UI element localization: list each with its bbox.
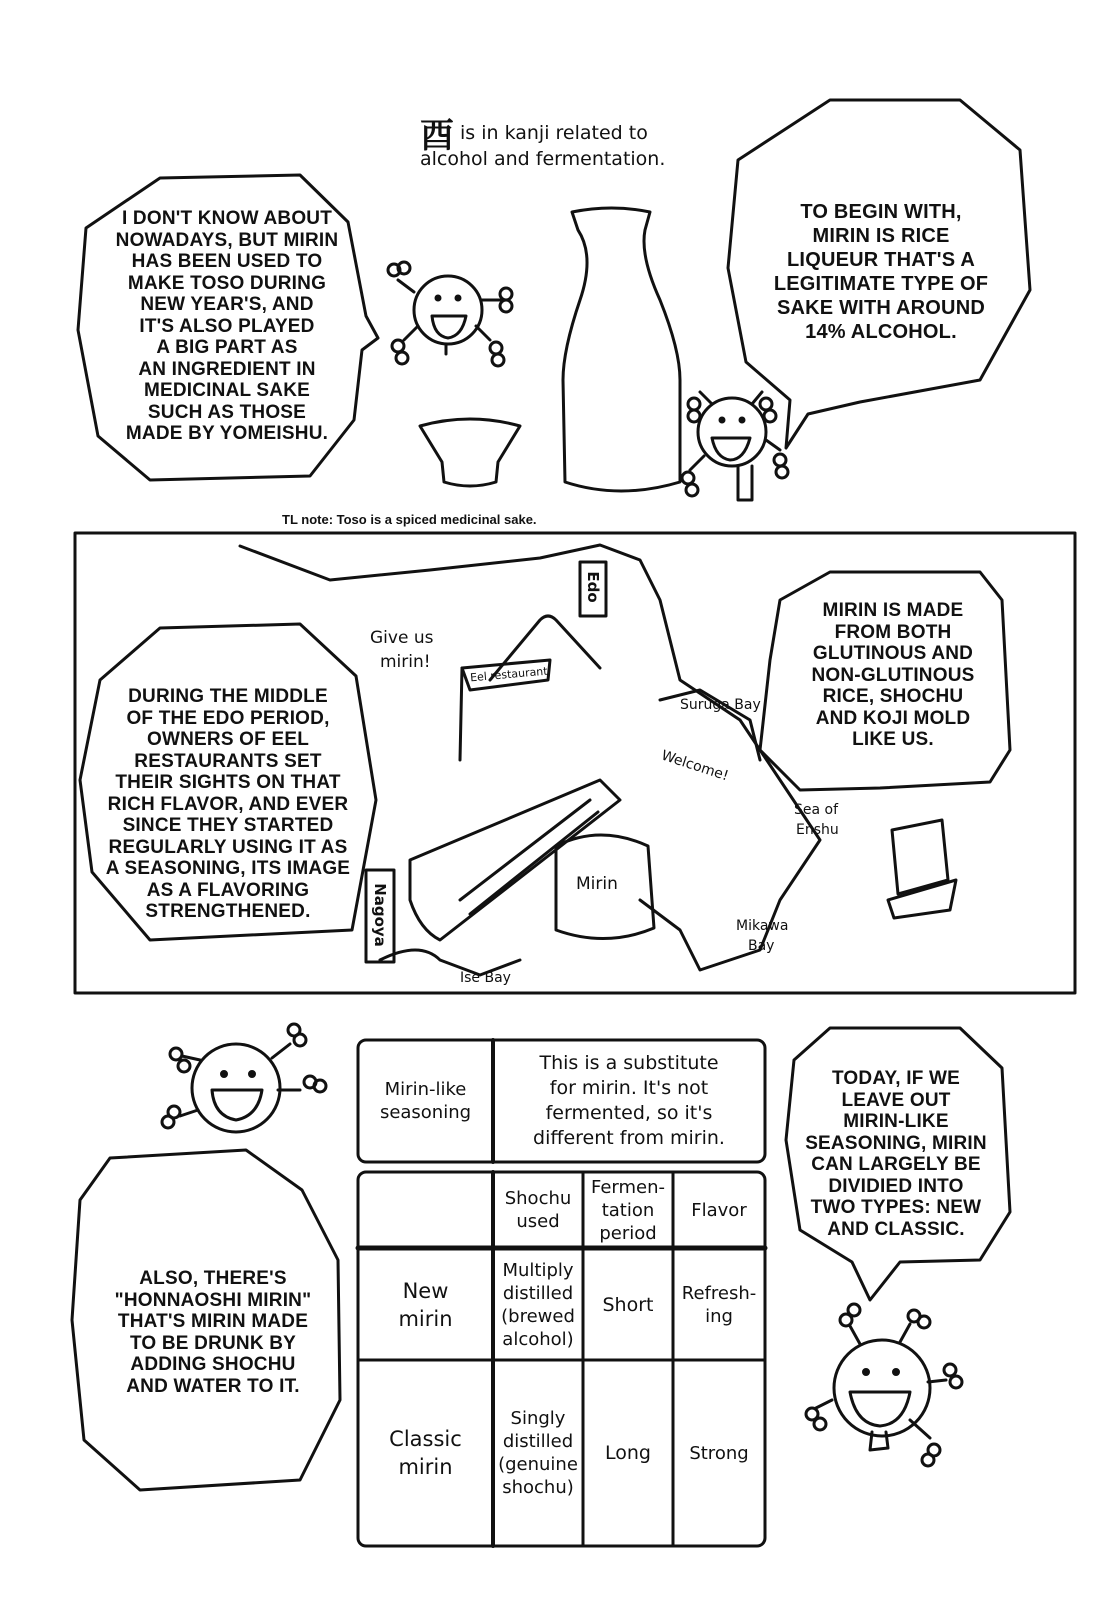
bubble-line: A BIG PART AS	[156, 337, 298, 358]
bubble-line: RICH FLAVOR, AND EVER	[107, 793, 349, 815]
bubble-line: GLUTINOUS AND	[812, 643, 974, 664]
bubble-line: TWO TYPES: NEW	[810, 1197, 982, 1218]
kanji-glyph: 酉	[420, 116, 454, 156]
cell-line: Shochu	[504, 1188, 572, 1209]
cell-line: different from mirin.	[533, 1127, 725, 1149]
bubble-line: MIRIN-LIKE	[843, 1111, 949, 1132]
bubble-line: THAT'S MIRIN MADE	[117, 1311, 309, 1332]
bubble-line: AN INGREDIENT IN	[138, 358, 316, 380]
bubble-line: RESTAURANTS SET	[134, 750, 322, 772]
bubble-text-edo	[96, 686, 360, 923]
bubble-line: TODAY, IF WE	[831, 1068, 961, 1089]
cell-line: mirin	[398, 1307, 453, 1331]
cell-line: alcohol)	[502, 1329, 574, 1350]
map-text-welcome: Welcome!	[659, 747, 731, 785]
map-label-edo: Edo	[584, 571, 602, 603]
map-text-give-us: Give us	[370, 628, 434, 648]
cell-line: Mirin-like	[384, 1079, 467, 1100]
seasoning-table-label	[360, 1042, 491, 1160]
cell-line: fermented, so it's	[545, 1102, 713, 1124]
cell-line: This is a substitute	[539, 1052, 719, 1074]
cell-line: Refresh-	[681, 1283, 757, 1304]
bubble-line: MADE BY YOMEISHU.	[125, 423, 329, 444]
seasoning-table-description	[495, 1042, 763, 1160]
bubble-text-honnaoshi	[100, 1268, 326, 1397]
types-header-flavor	[675, 1174, 763, 1246]
types-row-name	[360, 1252, 491, 1358]
bubble-line: DIVIDIED INTO	[828, 1175, 964, 1197]
bubble-line: SINCE THEY STARTED	[122, 815, 334, 836]
mascot-drawing	[162, 1024, 326, 1132]
cell-line: for mirin. It's not	[549, 1077, 709, 1099]
map-text-enshu: Enshu	[796, 822, 839, 838]
cell-line: (brewed	[501, 1306, 575, 1327]
bubble-line: LIQUEUR THAT'S A	[787, 249, 975, 271]
types-row-name	[360, 1362, 491, 1544]
mascot-drawing	[388, 262, 512, 366]
bubble-line: OF THE EDO PERIOD,	[126, 707, 330, 729]
bubble-line: ADDING SHOCHU	[130, 1354, 296, 1375]
bubble-line: LIKE US.	[852, 729, 934, 750]
bubble-line: "HONNAOSHI MIRIN"	[114, 1289, 312, 1311]
bubble-line: AND WATER TO IT.	[126, 1375, 300, 1397]
cell-line: ing	[705, 1306, 733, 1327]
mascot-drawing	[806, 1304, 962, 1466]
bubble-line: FROM BOTH	[834, 621, 952, 643]
bubble-line: TO BE DRUNK BY	[129, 1332, 297, 1354]
bubble-line: RICE, SHOCHU	[822, 686, 964, 707]
map-text-suruga-bay: Suruga Bay	[680, 697, 761, 713]
map-text-bay: Bay	[748, 938, 775, 954]
cell-line: tation	[601, 1199, 655, 1221]
bubble-line: MAKE TOSO DURING	[127, 272, 327, 294]
bubble-line: TO BEGIN WITH,	[800, 201, 962, 223]
map-text-mirin-barrel: Mirin	[576, 874, 618, 894]
cell-line: used	[516, 1211, 560, 1232]
types-row-flavor	[675, 1362, 763, 1544]
cell-line: New	[402, 1279, 449, 1303]
types-row-period	[585, 1362, 671, 1544]
tl-note: TL note: Toso is a spiced medicinal sake.	[282, 512, 537, 527]
cell-line: distilled	[502, 1431, 574, 1452]
bubble-line: MEDICINAL SAKE	[143, 380, 311, 401]
types-row-shochu	[495, 1252, 581, 1358]
types-row-shochu	[495, 1362, 581, 1544]
map-text-mirin-exclaim: mirin!	[380, 652, 431, 672]
bubble-line: ALSO, THERE'S	[139, 1268, 287, 1289]
bubble-line: LEGITIMATE TYPE OF	[773, 273, 989, 295]
map-text-ise-bay: Ise Bay	[460, 970, 511, 986]
map-label-nagoya: Nagoya	[371, 883, 389, 947]
bubble-line: MIRIN IS RICE	[812, 225, 950, 247]
bubble-line: DURING THE MIDDLE	[128, 686, 328, 707]
bubble-line: HAS BEEN USED TO	[131, 251, 323, 272]
types-row-period	[585, 1252, 671, 1358]
bubble-line: AS A FLAVORING	[146, 879, 310, 901]
bubble-line: SUCH AS THOSE	[147, 401, 307, 423]
cell-line: Strong	[689, 1442, 749, 1464]
bubble-line: CAN LARGELY BE	[811, 1154, 981, 1175]
cell-line: Long	[605, 1441, 651, 1464]
cell-line: (genuine	[498, 1454, 578, 1475]
map-text-sea-of: Sea of	[794, 802, 839, 818]
cell-line: Multiply	[502, 1260, 574, 1281]
bubble-line: A SEASONING, ITS IMAGE	[105, 858, 351, 879]
sake-bottle-drawing	[563, 208, 680, 491]
cell-line: Classic	[389, 1427, 462, 1451]
cell-line: Short	[602, 1293, 654, 1316]
bubble-line: AND CLASSIC.	[827, 1218, 965, 1240]
bubble-line: NON-GLUTINOUS	[811, 664, 975, 686]
kanji-note-line-2: alcohol and fermentation.	[420, 148, 666, 170]
bubble-line: MIRIN IS MADE	[822, 600, 964, 621]
bubble-line: SAKE WITH AROUND	[776, 297, 985, 319]
cell-line: mirin	[398, 1455, 453, 1479]
cell-line: distilled	[502, 1283, 574, 1304]
bubble-text-today	[796, 1068, 996, 1240]
bubble-line: NOWADAYS, BUT MIRIN	[115, 229, 339, 251]
bubble-line: LEAVE OUT	[841, 1089, 951, 1111]
mascot-drawing	[682, 392, 788, 500]
bubble-text-made-from	[786, 600, 1000, 751]
bubble-line: SEASONING, MIRIN	[805, 1132, 987, 1154]
bubble-line: STRENGTHENED.	[145, 901, 311, 922]
bubble-line: 14% ALCOHOL.	[805, 321, 957, 343]
bubble-line: OWNERS OF EEL	[147, 729, 309, 750]
bubble-line: IT'S ALSO PLAYED	[139, 315, 315, 337]
bubble-line: I DON'T KNOW ABOUT	[121, 208, 333, 229]
bubble-line: REGULARLY USING IT AS	[108, 836, 348, 858]
bubble-text-toso	[104, 208, 350, 445]
ship-drawing	[888, 820, 956, 918]
sake-cup-drawing	[420, 419, 520, 486]
cell-line: period	[599, 1222, 657, 1244]
map-text-eel-restaurant: Eel restaurant	[469, 664, 549, 685]
types-header-shochu	[495, 1174, 581, 1246]
bubble-text-liqueur	[766, 200, 996, 344]
bubble-line: THEIR SIGHTS ON THAT	[115, 772, 341, 793]
cell-line: Fermen-	[590, 1176, 666, 1198]
map-text-mikawa: Mikawa	[736, 918, 789, 934]
cell-line: Singly	[510, 1408, 566, 1429]
train-drawing	[410, 780, 620, 940]
types-header-period	[585, 1174, 671, 1246]
cell-line: Flavor	[691, 1199, 747, 1221]
types-row-flavor	[675, 1252, 763, 1358]
bubble-line: NEW YEAR'S, AND	[140, 294, 314, 315]
cell-line: shochu)	[502, 1477, 574, 1498]
bubble-line: AND KOJI MOLD	[815, 707, 971, 729]
cell-line: seasoning	[379, 1102, 472, 1123]
kanji-note-line-1: is in kanji related to	[460, 122, 648, 144]
